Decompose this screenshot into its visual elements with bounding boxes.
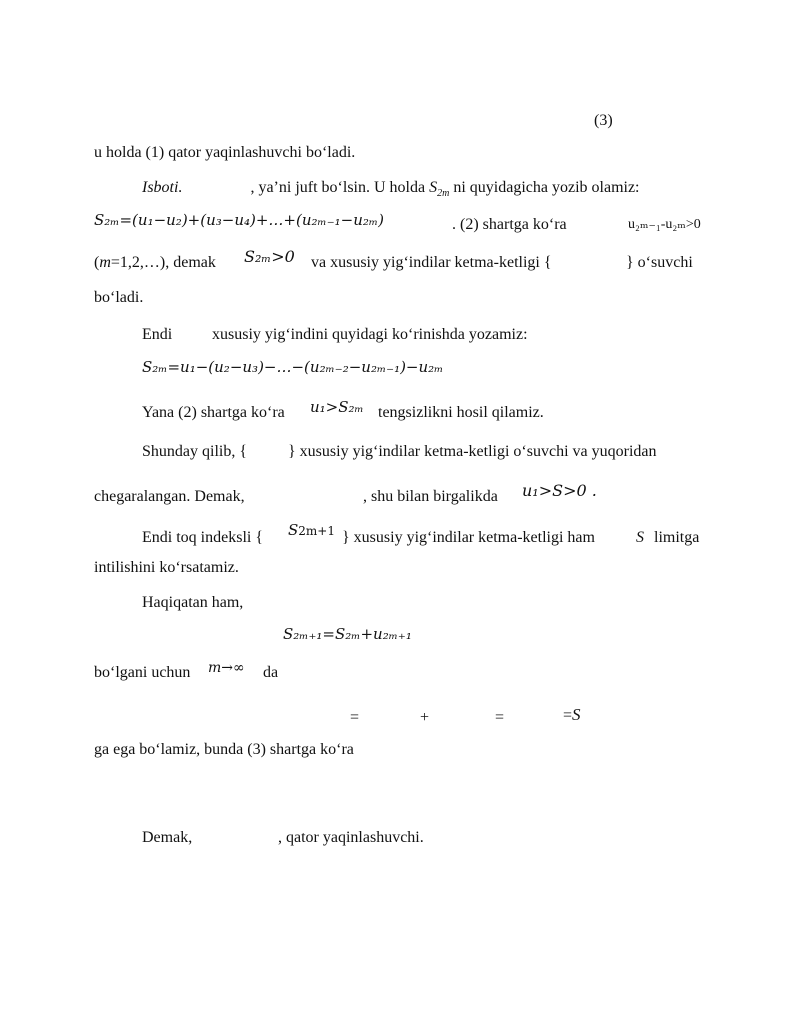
paragraph-line: ga ega bo‘lamiz, bunda (3) shartga ko‘ra bbox=[94, 741, 354, 758]
equation-sum-2: S₂ₘ=u₁−(u₂−u₃)−…−(u₂ₘ₋₂−u₂ₘ₋₁)−u₂ₘ bbox=[142, 358, 444, 376]
text-span: } xususiy yig‘indilar ketma-ketligi o‘suvchi va yuqoridan bbox=[288, 443, 657, 460]
text-span: } xususiy yig‘indilar ketma-ketligi ham bbox=[342, 529, 595, 546]
text-span: Endi toq indeksli { bbox=[142, 529, 264, 546]
text-span: , ya’ni juft bo‘lsin. U holda bbox=[250, 179, 426, 196]
text-span: va xususiy yig‘indilar ketma-ketligi { bbox=[311, 254, 552, 271]
math-limit: m→∞ bbox=[208, 660, 245, 676]
math-var: $S_{2m}$ bbox=[429, 179, 450, 200]
math-var: m bbox=[99, 254, 111, 271]
text-span: Endi bbox=[142, 326, 173, 343]
inequality: S₂ₘ>0 bbox=[244, 247, 295, 266]
text-span: chegaralangan. Demak, bbox=[94, 488, 245, 505]
inequality: u₂ₘ₋₁-u₂ₘ>0 bbox=[628, 217, 701, 232]
equation-odd-sum: S₂ₘ₊₁=S₂ₘ+u₂ₘ₊₁ bbox=[283, 625, 412, 643]
equation-end: =S bbox=[563, 705, 581, 724]
text-span: bo‘lgani uchun bbox=[94, 664, 191, 681]
paragraph-line: intilishini ko‘rsatamiz. bbox=[94, 559, 239, 576]
equation-sign: + bbox=[420, 709, 430, 726]
equation-sign: = bbox=[495, 709, 505, 726]
text-span: Shunday qilib, { bbox=[142, 443, 248, 460]
paragraph-line: Haqiqatan ham, bbox=[142, 594, 244, 611]
proof-label: Isboti. bbox=[142, 179, 183, 196]
text-span: Yana (2) shartga ko‘ra bbox=[142, 404, 285, 421]
text-span: da bbox=[263, 664, 279, 681]
text-span: tengsizlikni hosil qilamiz. bbox=[378, 404, 544, 421]
equation-sum-1: S₂ₘ=(u₁−u₂)+(u₃−u₄)+…+(u₂ₘ₋₁−u₂ₘ) bbox=[94, 211, 384, 229]
equation-sign: = bbox=[350, 709, 360, 726]
paragraph-line bbox=[142, 178, 707, 204]
paragraph-line: bo‘ladi. bbox=[94, 289, 144, 306]
text-span: . (2) shartga ko‘ra bbox=[452, 216, 567, 233]
paragraph-line: u holda (1) qator yaqinlashuvchi bo‘ladi. bbox=[94, 144, 356, 161]
text-span: xususiy yig‘indini quyidagi ko‘rinishda yozamiz: bbox=[212, 326, 528, 343]
paragraph-line: (m=1,2,…), demak bbox=[94, 254, 216, 271]
inequality: u₁>S₂ₘ bbox=[310, 398, 364, 416]
text-span: Demak, bbox=[142, 829, 193, 846]
inequality: u₁>S>0 . bbox=[522, 481, 597, 500]
text-span: limitga bbox=[654, 529, 700, 546]
text-span: ni quyidagicha yozib olamiz: bbox=[453, 179, 640, 196]
text-span: =1,2,…), demak bbox=[110, 254, 216, 271]
text-span: } o‘suvchi bbox=[626, 254, 693, 271]
text-span: , shu bilan birgalikda bbox=[363, 488, 498, 505]
equation-number: (3) bbox=[594, 112, 613, 129]
math-var: S2m+1 bbox=[288, 521, 335, 539]
text-span: , qator yaqinlashuvchi. bbox=[278, 829, 424, 846]
math-var: S bbox=[636, 529, 644, 546]
